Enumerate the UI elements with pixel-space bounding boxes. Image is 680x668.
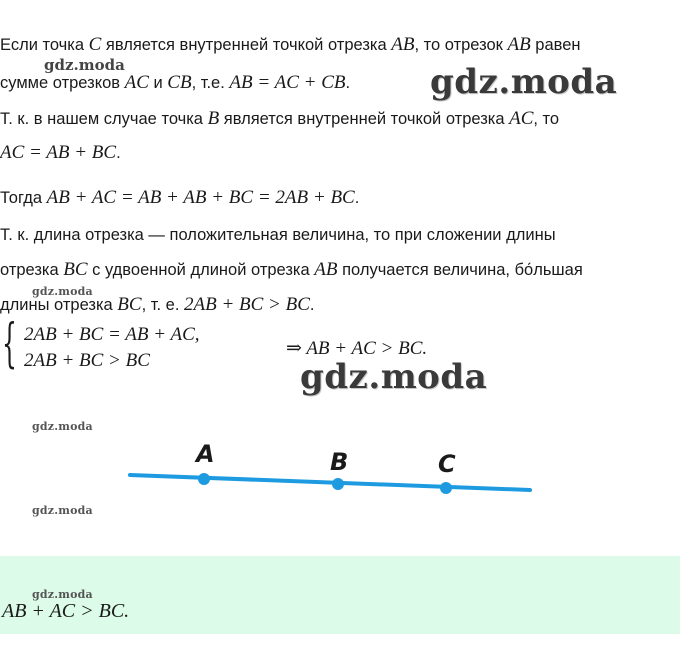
point-c — [440, 482, 452, 494]
watermark-small-mid: gdz.moda — [32, 285, 93, 298]
answer-text: AB + AC > BC. — [2, 600, 130, 622]
text-line-2: сумме отрезков AC и CB, т.е. AB = AC + CB. — [0, 72, 351, 93]
point-b — [332, 478, 344, 490]
point-a — [198, 473, 210, 485]
watermark-small-answer: gdz.moda — [32, 588, 93, 601]
watermark-big-top: gdz.moda — [430, 62, 618, 102]
system-brace: { — [2, 314, 17, 374]
watermark-small-top: gdz.moda — [44, 56, 125, 74]
text-line-8: длины отрезка BC, т. е. 2AB + BC > BC. — [0, 294, 315, 315]
point-c-label: C — [438, 450, 456, 478]
text-line-3: Т. к. в нашем случае точка B является внутренней точкой отрезка AC, то — [0, 108, 560, 129]
system-row-1: 2AB + BC = AB + AC, — [24, 324, 200, 345]
watermark-small-diagram-bottom: gdz.moda — [32, 504, 93, 517]
text-line-1: Если точка C является внутренней точкой отрезка AB, то отрезок AB равен — [0, 34, 581, 55]
point-a-label: A — [196, 440, 215, 468]
text-line-7: отрезка BC с удвоенной длиной отрезка AB получается величина, бо́льшая — [0, 259, 583, 280]
system-row-2: 2AB + BC > BC — [24, 350, 150, 371]
watermark-big-mid: gdz.moda — [300, 357, 488, 397]
text-line-5: Тогда AB + AC = AB + AB + BC = 2AB + BC. — [0, 187, 360, 208]
watermark-small-diagram-top: gdz.moda — [32, 420, 93, 433]
text-line-4: AC = AB + BC. — [0, 142, 121, 163]
point-b-label: B — [330, 448, 349, 476]
text-line-6: Т. к. длина отрезка — положительная величина, то при сложении длины — [0, 226, 556, 244]
segment-line — [130, 475, 530, 490]
system-implication: ⇒ AB + AC > BC. — [286, 338, 428, 359]
